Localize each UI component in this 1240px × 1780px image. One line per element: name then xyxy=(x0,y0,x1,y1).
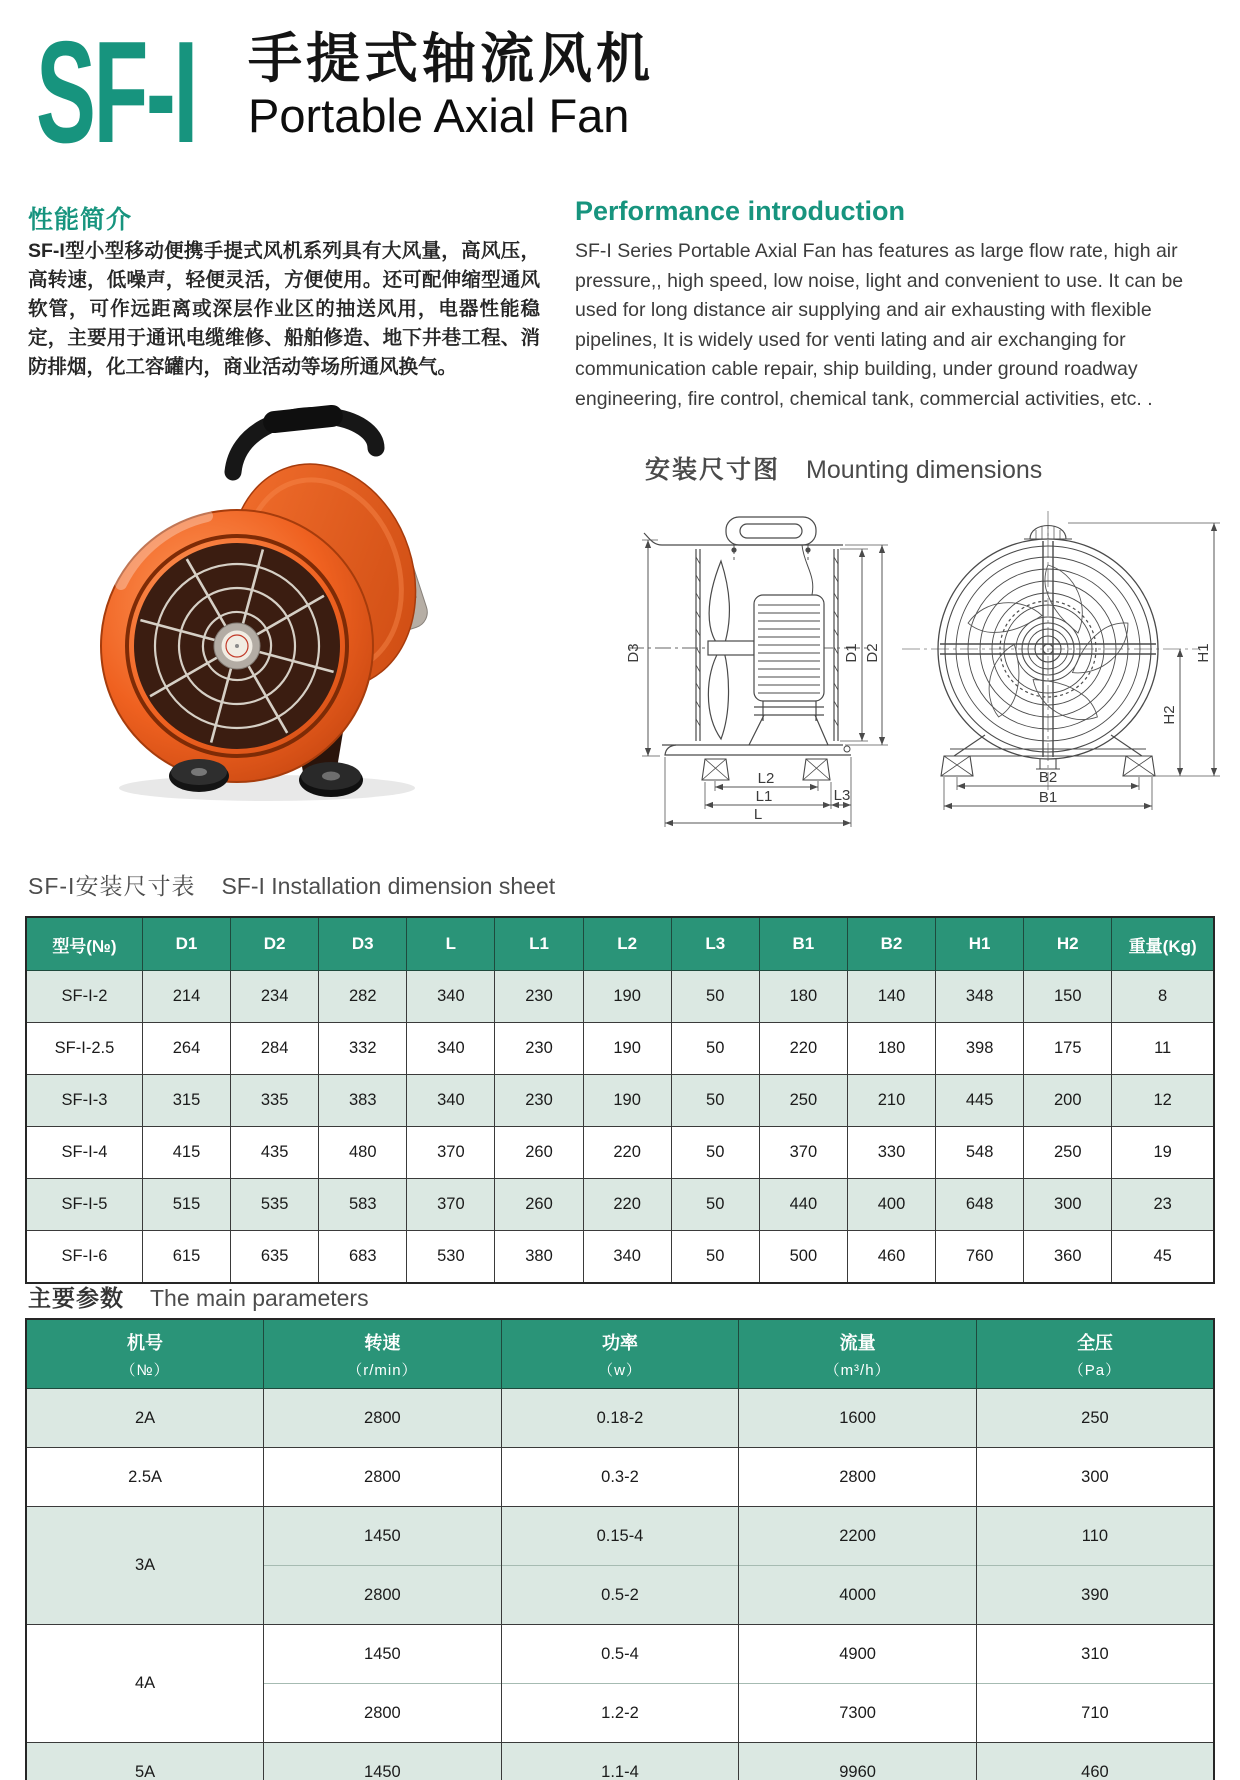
value-cell: 140 xyxy=(847,971,935,1023)
value-cell: 300 xyxy=(1024,1179,1112,1231)
value-cell: 150 xyxy=(1024,971,1112,1023)
value-cell: 230 xyxy=(495,1075,583,1127)
value-cell: 0.18-2 xyxy=(501,1389,739,1448)
brand-logo: SF-I xyxy=(36,11,196,173)
column-header: 重量(Kg) xyxy=(1112,917,1214,971)
value-cell: 8 xyxy=(1112,971,1214,1023)
fan-handle xyxy=(726,517,816,561)
value-cell: 380 xyxy=(495,1231,583,1284)
fan-motor xyxy=(749,545,828,745)
value-cell: 50 xyxy=(671,1075,759,1127)
model-cell: SF-I-6 xyxy=(26,1231,142,1284)
column-header-unit: （№） xyxy=(120,1361,170,1379)
column-header: L1 xyxy=(495,917,583,971)
value-cell: 2200 xyxy=(739,1507,977,1566)
column-header xyxy=(26,1319,264,1389)
value-cell: 214 xyxy=(142,971,230,1023)
intro-paragraph-en: SF-I Series Portable Axial Fan has features as large flow rate, high air pressure,, high speed, low noise, light and convenient to use. It can be used for long distance air supplying and air exhausting with flexible pipelines, It is widely used for venti lating and air exchanging for communication cable repair, ship building, under ground roadway engineering, fire control, chemical tank, commercial activities, etc. . xyxy=(575,240,1184,410)
column-header xyxy=(976,1319,1214,1389)
value-cell: 460 xyxy=(847,1231,935,1284)
value-cell: 250 xyxy=(1024,1127,1112,1179)
dim-label-h2: H2 xyxy=(1161,705,1178,725)
column-header: H1 xyxy=(936,917,1024,971)
dimension-table-body xyxy=(26,971,1214,1284)
value-cell: 1.1-4 xyxy=(501,1743,739,1780)
model-cell: SF-I-2 xyxy=(26,971,142,1023)
value-cell: 260 xyxy=(495,1127,583,1179)
value-cell: 4000 xyxy=(739,1566,977,1625)
dim-label-l3: L3 xyxy=(833,787,851,804)
column-header xyxy=(501,1319,739,1389)
table-header-row xyxy=(26,917,1214,971)
value-cell: 348 xyxy=(936,971,1024,1023)
value-cell: 45 xyxy=(1112,1231,1214,1284)
value-cell: 50 xyxy=(671,1231,759,1284)
value-cell: 200 xyxy=(1024,1075,1112,1127)
dimension-lines xyxy=(944,523,1220,810)
value-cell: 635 xyxy=(231,1231,319,1284)
value-cell: 2800 xyxy=(264,1389,502,1448)
column-header: B2 xyxy=(847,917,935,971)
model-cell: SF-I-2.5 xyxy=(26,1023,142,1075)
value-cell: 50 xyxy=(671,1127,759,1179)
dim-label-d1: D1 xyxy=(843,643,860,663)
column-header xyxy=(264,1319,502,1389)
front-view-diagram xyxy=(882,493,1234,840)
dim-label-b2: B2 xyxy=(1038,769,1058,786)
dim-table-title xyxy=(28,868,555,901)
value-cell: 220 xyxy=(583,1127,671,1179)
mounting-title xyxy=(645,450,1042,486)
model-cell: 3A xyxy=(26,1507,264,1625)
dimension-table-wrap xyxy=(25,916,1215,1284)
value-cell: 445 xyxy=(936,1075,1024,1127)
value-cell: 1450 xyxy=(264,1625,502,1684)
section-heading-en: Performance introduction xyxy=(575,196,906,226)
value-cell: 0.3-2 xyxy=(501,1448,739,1507)
table-row xyxy=(26,1507,1214,1566)
table-row xyxy=(26,1075,1214,1127)
table-header-row xyxy=(26,1319,1214,1389)
dim-label-l: L xyxy=(753,806,763,823)
value-cell: 175 xyxy=(1024,1023,1112,1075)
value-cell: 282 xyxy=(319,971,407,1023)
dim-table-title-cn: SF-I安装尺寸表 xyxy=(28,873,196,899)
table-row xyxy=(26,1743,1214,1780)
value-cell: 440 xyxy=(759,1179,847,1231)
column-header: D3 xyxy=(319,917,407,971)
value-cell: 2800 xyxy=(264,1684,502,1743)
value-cell: 2800 xyxy=(264,1448,502,1507)
value-cell: 760 xyxy=(936,1231,1024,1284)
value-cell: 383 xyxy=(319,1075,407,1127)
column-header: L xyxy=(407,917,495,971)
value-cell: 370 xyxy=(759,1127,847,1179)
value-cell: 683 xyxy=(319,1231,407,1284)
product-title-block xyxy=(248,30,654,143)
column-header xyxy=(739,1319,977,1389)
value-cell: 415 xyxy=(142,1127,230,1179)
column-header-unit: （w） xyxy=(598,1361,642,1379)
value-cell: 2800 xyxy=(264,1566,502,1625)
column-header-cn: 功率 xyxy=(601,1332,638,1353)
value-cell: 480 xyxy=(319,1127,407,1179)
column-header: L2 xyxy=(583,917,671,971)
value-cell: 398 xyxy=(936,1023,1024,1075)
side-view-diagram xyxy=(558,503,890,835)
value-cell: 515 xyxy=(142,1179,230,1231)
dim-table-title-en: SF-I Installation dimension sheet xyxy=(221,873,556,899)
dim-label-l1: L1 xyxy=(755,788,773,805)
value-cell: 2800 xyxy=(739,1448,977,1507)
value-cell: 300 xyxy=(976,1448,1214,1507)
value-cell: 710 xyxy=(976,1684,1214,1743)
value-cell: 332 xyxy=(319,1023,407,1075)
axis-centerlines xyxy=(902,511,1200,793)
value-cell: 615 xyxy=(142,1231,230,1284)
table-row xyxy=(26,1179,1214,1231)
mounting-title-en: Mounting dimensions xyxy=(806,456,1043,484)
column-header: D1 xyxy=(142,917,230,971)
value-cell: 7300 xyxy=(739,1684,977,1743)
params-table-title-cn: 主要参数 xyxy=(28,1285,124,1311)
column-header-cn: 转速 xyxy=(364,1332,401,1353)
value-cell: 110 xyxy=(976,1507,1214,1566)
value-cell: 0.5-4 xyxy=(501,1625,739,1684)
value-cell: 370 xyxy=(407,1179,495,1231)
table-row xyxy=(26,1231,1214,1284)
value-cell: 390 xyxy=(976,1566,1214,1625)
model-cell: 4A xyxy=(26,1625,264,1743)
value-cell: 1.2-2 xyxy=(501,1684,739,1743)
column-header-unit: （m³/h） xyxy=(824,1361,891,1379)
value-cell: 260 xyxy=(495,1179,583,1231)
value-cell: 11 xyxy=(1112,1023,1214,1075)
column-header: B1 xyxy=(759,917,847,971)
value-cell: 340 xyxy=(407,971,495,1023)
value-cell: 220 xyxy=(759,1023,847,1075)
table-row xyxy=(26,1389,1214,1448)
product-title-en: Portable Axial Fan xyxy=(248,89,630,143)
params-table xyxy=(25,1318,1215,1780)
value-cell: 0.15-4 xyxy=(501,1507,739,1566)
value-cell: 1600 xyxy=(739,1389,977,1448)
mounting-title-cn: 安装尺寸图 xyxy=(645,456,781,484)
table-row xyxy=(26,971,1214,1023)
value-cell: 4900 xyxy=(739,1625,977,1684)
value-cell: 264 xyxy=(142,1023,230,1075)
value-cell: 250 xyxy=(759,1075,847,1127)
dim-label-b1: B1 xyxy=(1038,789,1058,806)
value-cell: 548 xyxy=(936,1127,1024,1179)
value-cell: 230 xyxy=(495,971,583,1023)
table-row xyxy=(26,1625,1214,1684)
params-table-title-en: The main parameters xyxy=(150,1285,369,1311)
value-cell: 310 xyxy=(976,1625,1214,1684)
value-cell: 0.5-2 xyxy=(501,1566,739,1625)
model-cell: 2.5A xyxy=(26,1448,264,1507)
column-header-cn: 全压 xyxy=(1076,1332,1113,1353)
value-cell: 535 xyxy=(231,1179,319,1231)
value-cell: 530 xyxy=(407,1231,495,1284)
table-row xyxy=(26,1023,1214,1075)
column-header: H2 xyxy=(1024,917,1112,971)
value-cell: 284 xyxy=(231,1023,319,1075)
column-header: D2 xyxy=(231,917,319,971)
value-cell: 190 xyxy=(583,971,671,1023)
table-row xyxy=(26,1448,1214,1507)
model-cell: SF-I-3 xyxy=(26,1075,142,1127)
value-cell: 1450 xyxy=(264,1507,502,1566)
photo-hub-badge xyxy=(214,623,260,669)
value-cell: 340 xyxy=(583,1231,671,1284)
column-header-unit: （Pa） xyxy=(1068,1361,1122,1379)
value-cell: 220 xyxy=(583,1179,671,1231)
params-table-title xyxy=(28,1280,369,1313)
value-cell: 50 xyxy=(671,1179,759,1231)
section-heading-cn: 性能简介 xyxy=(28,206,133,234)
model-cell: SF-I-5 xyxy=(26,1179,142,1231)
value-cell: 234 xyxy=(231,971,319,1023)
value-cell: 1450 xyxy=(264,1743,502,1780)
value-cell: 315 xyxy=(142,1075,230,1127)
value-cell: 435 xyxy=(231,1127,319,1179)
value-cell: 19 xyxy=(1112,1127,1214,1179)
value-cell: 180 xyxy=(759,971,847,1023)
value-cell: 370 xyxy=(407,1127,495,1179)
value-cell: 180 xyxy=(847,1023,935,1075)
value-cell: 360 xyxy=(1024,1231,1112,1284)
model-cell: SF-I-4 xyxy=(26,1127,142,1179)
value-cell: 12 xyxy=(1112,1075,1214,1127)
column-header: 型号(№) xyxy=(26,917,142,971)
value-cell: 340 xyxy=(407,1023,495,1075)
params-table-body xyxy=(26,1389,1214,1780)
column-header-unit: （r/min） xyxy=(347,1361,418,1379)
value-cell: 400 xyxy=(847,1179,935,1231)
dim-label-d3: D3 xyxy=(625,643,642,663)
photo-handle xyxy=(233,404,376,472)
fan-impeller xyxy=(708,561,754,739)
intro-paragraph-cn: SF-I型小型移动便携手提式风机系列具有大风量，高风压，高转速，低噪声，轻便灵活，方便使用。还可配伸缩型通风软管，可作远距离或深层作业区的抽送风用，电器性能稳定，主要用于通讯电缆维修、船舶修造、地下井巷工程、消防排烟，化工容罐内，商业活动等场所通风换气。 xyxy=(28,240,540,378)
dim-label-d2: D2 xyxy=(864,643,881,663)
value-cell: 648 xyxy=(936,1179,1024,1231)
table-row xyxy=(26,1127,1214,1179)
product-title-cn: 手提式轴流风机 xyxy=(248,29,654,89)
column-header-cn: 机号 xyxy=(127,1332,164,1353)
dim-label-h1: H1 xyxy=(1195,643,1212,663)
value-cell: 335 xyxy=(231,1075,319,1127)
value-cell: 190 xyxy=(583,1023,671,1075)
value-cell: 23 xyxy=(1112,1179,1214,1231)
value-cell: 50 xyxy=(671,971,759,1023)
dimension-table xyxy=(25,916,1215,1284)
value-cell: 500 xyxy=(759,1231,847,1284)
value-cell: 330 xyxy=(847,1127,935,1179)
dim-label-l2: L2 xyxy=(757,770,775,787)
value-cell: 460 xyxy=(976,1743,1214,1780)
model-cell: 5A xyxy=(26,1743,264,1780)
value-cell: 583 xyxy=(319,1179,407,1231)
value-cell: 340 xyxy=(407,1075,495,1127)
value-cell: 9960 xyxy=(739,1743,977,1780)
column-header: L3 xyxy=(671,917,759,971)
product-photo xyxy=(85,388,435,808)
value-cell: 210 xyxy=(847,1075,935,1127)
params-table-wrap xyxy=(25,1318,1215,1780)
value-cell: 190 xyxy=(583,1075,671,1127)
column-header-cn: 流量 xyxy=(839,1332,876,1353)
value-cell: 250 xyxy=(976,1389,1214,1448)
handle-mount-tab xyxy=(1024,525,1072,539)
value-cell: 230 xyxy=(495,1023,583,1075)
model-cell: 2A xyxy=(26,1389,264,1448)
value-cell: 50 xyxy=(671,1023,759,1075)
